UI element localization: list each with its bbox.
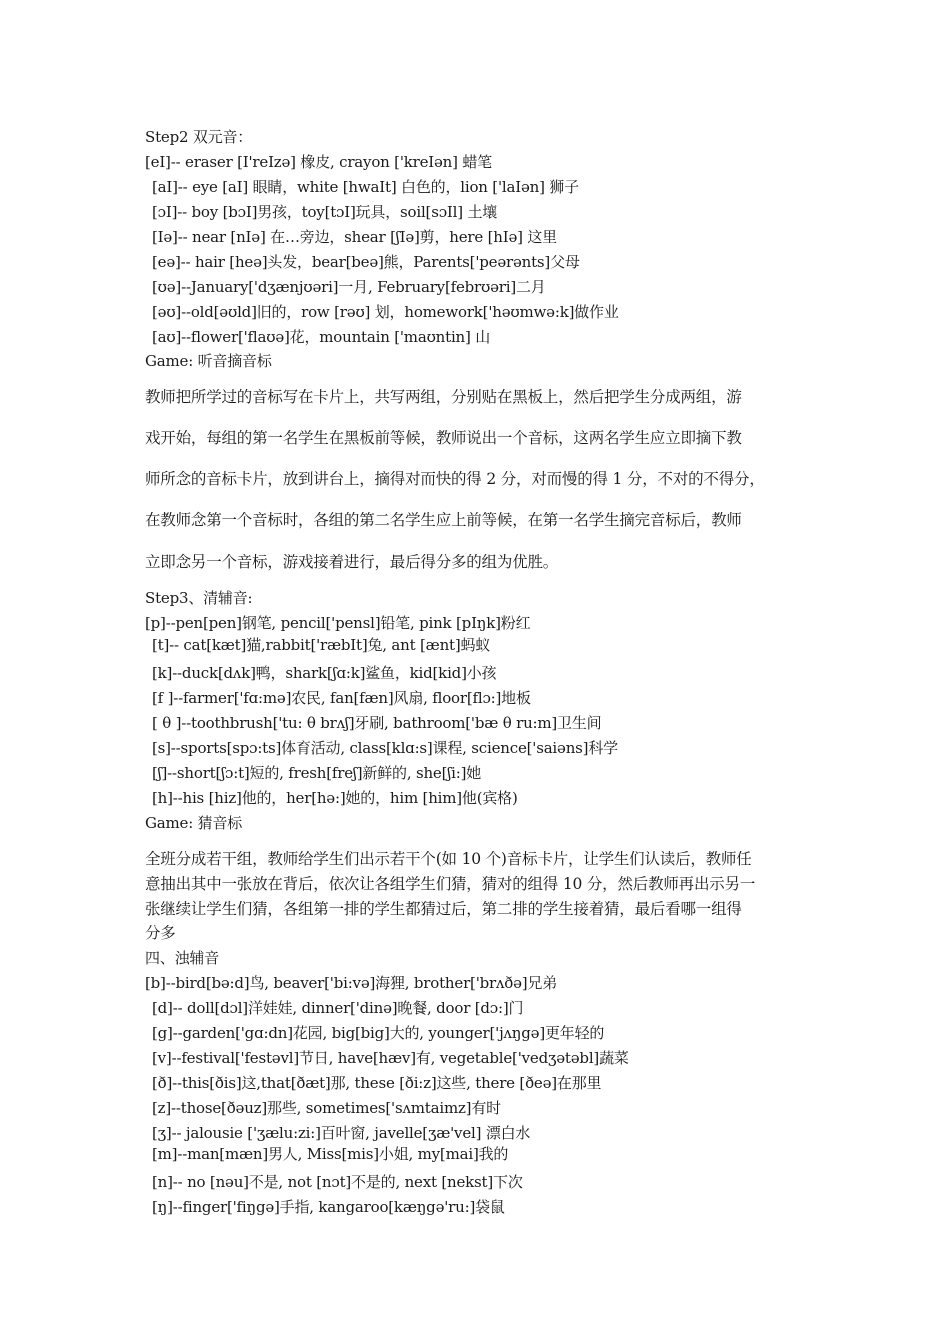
voiced-line-6: [z]--those[ðəuz]那些, sometimes['sʌmtaimz]有时 xyxy=(152,1099,501,1117)
voiced-line-5: [ð]--this[ðis]这,that[ðæt]那, these [ði:z]这些, there [ðeə]在那里 xyxy=(152,1074,602,1092)
voiceless-line-3: [k]--duck[dʌk]鸭，shark[ʃɑ:k]鲨鱼，kid[kid]小孩 xyxy=(152,664,497,682)
diphthong-line-8: [aʊ]--flower['flaʊə]花，mountain ['maʊntin] 山 xyxy=(152,328,491,346)
game2-line-4: 分多 xyxy=(145,924,176,942)
voiceless-line-1: [p]--pen[pen]钢笔, pencil['pensl]铅笔, pink [pIŋk]粉红 xyxy=(145,614,531,632)
diphthong-line-3: [ɔI]-- boy [bɔI]男孩，toy[tɔI]玩具，soil[sɔIl] 土壤 xyxy=(152,203,498,221)
voiceless-line-5: [ θ ]--toothbrush['tu: θ brʌʃ]牙刷, bathroom['bæ θ ru:m]卫生间 xyxy=(152,714,602,732)
diphthong-line-6: [ʊə]--January['dʒænjʊəri]一月, February[febrʊəri]二月 xyxy=(152,278,546,296)
game1-line-1: 教师把所学过的音标写在卡片上，共写两组，分别贴在黑板上，然后把学生分成两组，游 xyxy=(145,388,742,406)
voiceless-line-7: [ʃ]--short[ʃɔ:t]短的, fresh[freʃ]新鲜的, she[ʃi:]她 xyxy=(152,764,482,782)
game1-line-2: 戏开始，每组的第一名学生在黑板前等候，教师说出一个音标，这两名学生应立即摘下教 xyxy=(145,429,742,447)
game2-line-2: 意抽出其中一张放在背后，依次让各组学生们猜，猜对的组得 10 分，然后教师再出示另一 xyxy=(145,875,756,893)
game1-line-5: 立即念另一个音标，游戏接着进行，最后得分多的组为优胜。 xyxy=(145,553,559,571)
voiced-line-9: [n]-- no [nəu]不是, not [nɔt]不是的, next [nekst]下次 xyxy=(152,1173,523,1191)
diphthong-line-1: [eI]-- eraser [I'reIzə] 橡皮, crayon ['kreIən] 蜡笔 xyxy=(145,153,492,171)
voiceless-line-2: [t]-- cat[kæt]猫,rabbit['ræbIt]兔, ant [ænt]蚂蚁 xyxy=(152,636,491,654)
voiceless-line-4: [f ]--farmer['fɑ:mə]农民, fan[fæn]风扇, floor[flɔ:]地板 xyxy=(152,689,531,707)
game1-heading: Game: 听音摘音标 xyxy=(145,352,272,370)
voiced-line-1: [b]--bird[bə:d]鸟, beaver['bi:və]海狸, brother['brʌðə]兄弟 xyxy=(145,974,558,992)
voiceless-line-8: [h]--his [hiz]他的，her[hə:]她的，him [him]他(宾格) xyxy=(152,789,518,807)
diphthong-line-5: [eə]-- hair [heə]头发，bear[beə]熊，Parents['peərənts]父母 xyxy=(152,253,580,271)
voiced-line-10: [ŋ]--finger['fiŋgə]手指, kangaroo[kæŋgə'ru:]袋鼠 xyxy=(152,1198,505,1216)
game1-line-3: 师所念的音标卡片，放到讲台上，摘得对而快的得 2 分，对而慢的得 1 分，不对的不得分， xyxy=(145,470,765,488)
voiced-line-3: [g]--garden['gɑ:dn]花园, big[big]大的, younger['jʌŋgə]更年轻的 xyxy=(152,1024,605,1042)
game2-line-3: 张继续让学生们猜，各组第一排的学生都猜过后，第二排的学生接着猜，最后看哪一组得 xyxy=(145,900,742,918)
voiced-line-4: [v]--festival['festəvl]节日, have[hæv]有, vegetable['vedʒətəbl]蔬菜 xyxy=(152,1049,629,1067)
voiced-line-8: [m]--man[mæn]男人, Miss[mis]小姐, my[mai]我的 xyxy=(152,1145,509,1163)
game2-line-1: 全班分成若干组，教师给学生们出示若干个(如 10 个)音标卡片，让学生们认读后，教师任 xyxy=(145,850,752,868)
voiced-line-2: [d]-- doll[dɔl]洋娃娃, dinner['dinə]晚餐, door [dɔ:]门 xyxy=(152,999,524,1017)
step2-heading: Step2 双元音： xyxy=(145,128,253,146)
diphthong-line-7: [əʊ]--old[əʊld]旧的，row [rəʊ] 划，homework['həʊmwə:k]做作业 xyxy=(152,303,619,321)
voiced-line-7: [ʒ]-- jalousie ['ʒælu:zi:]百叶窗, javelle[ʒæ'vel] 漂白水 xyxy=(152,1124,531,1142)
step3-heading: Step3、清辅音: xyxy=(145,589,253,607)
voiceless-line-6: [s]--sports[spɔ:ts]体育活动, class[klɑ:s]课程, science['saiəns]科学 xyxy=(152,739,618,757)
step4-heading: 四、浊辅音 xyxy=(145,949,220,967)
game2-heading: Game: 猜音标 xyxy=(145,814,243,832)
diphthong-line-2: [aI]-- eye [aI] 眼睛，white [hwaIt] 白色的，lion ['laIən] 狮子 xyxy=(152,178,579,196)
diphthong-line-4: [Iə]-- near [nIə] 在…旁边，shear [ʃIə]剪，here [hIə] 这里 xyxy=(152,228,557,246)
game1-line-4: 在教师念第一个音标时，各组的第二名学生应上前等候，在第一名学生摘完音标后，教师 xyxy=(145,511,742,529)
